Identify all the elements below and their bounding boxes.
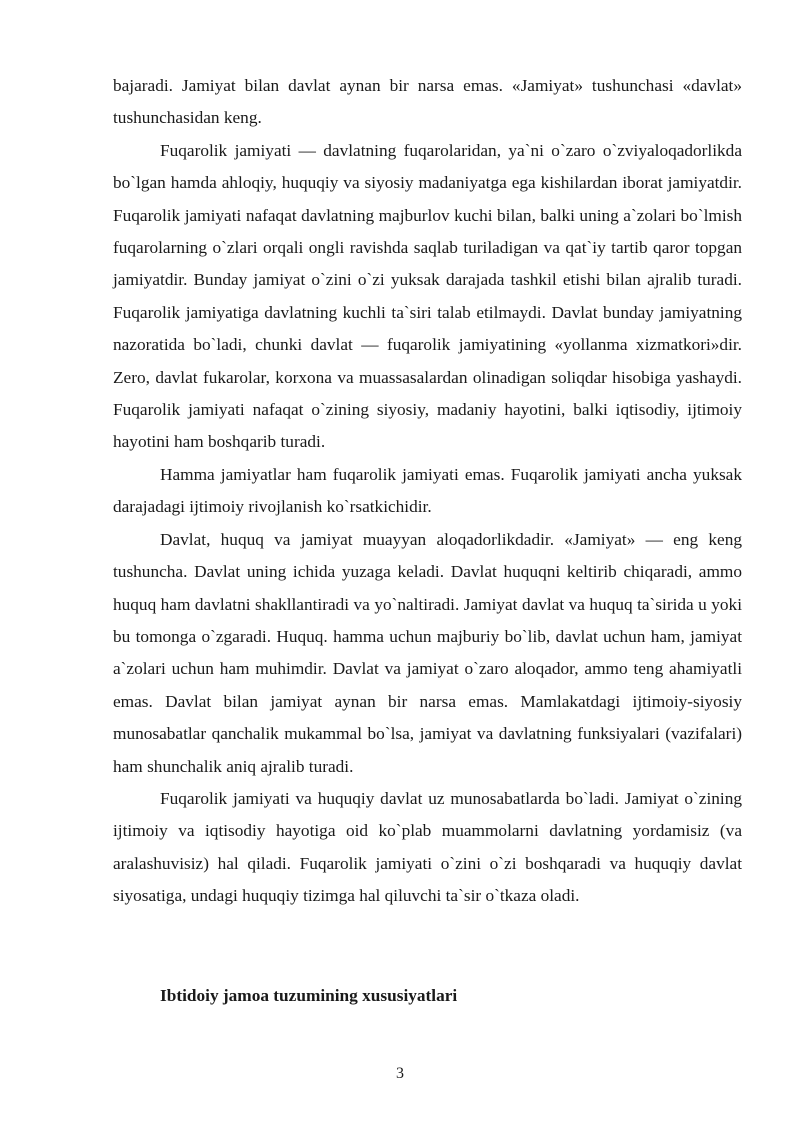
page-number: 3 — [396, 1065, 404, 1082]
section-heading: Ibtidoiy jamoa tuzumining xususiyatlari — [160, 986, 458, 1005]
paragraph-continuation: bajaradi. Jamiyat bilan davlat aynan bir narsa emas. «Jamiyat» tushunchasi «davlat» tushunchasidan keng. — [113, 76, 742, 128]
paragraph-state-law-society: Davlat, huquq va jamiyat muayyan aloqadorlikdadir. «Jamiyat» — eng keng tushuncha. Davlat uning ichida yuzaga keladi. Davlat huquqni keltirib chiqaradi, ammo huquq ham davlatni shakllantiradi va yo`naltiradi. Jamiyat davlat va huquq ta`sirida u yoki bu tomonga o`zgaradi. Huquq. hamma uchun majburiy bo`lib, davlat uchun ham, jamiyat a`zolari uchun ham muhimdir. Davlat va jamiyat o`zaro aloqador, ammo teng ahamiyatli emas. Davlat bilan jamiyat aynan bir narsa emas. Mamlakatdagi ijtimoiy-siyosiy munosabatlar qanchalik mukammal bo`lsa, jamiyat va davlatning funksiyalari (vazifalari) ham shunchalik aniq ajralib turadi. — [113, 529, 742, 776]
paragraph-civil-society-definition: Fuqarolik jamiyati — davlatning fuqarolaridan, ya`ni o`zaro o`zviyaloqadorlikda bo`lgan hamda ahloqiy, huquqiy va siyosiy madaniyatga ega kishilardan iborat jamiyatdir. Fuqarolik jamiyati nafaqat davlatning majburlov kuchi bilan, balki uning a`zolari bo`lmish fuqarolarning o`zlari orqali ongli ravishda saqlab turiladigan va qat`iy tartib qaror topgan jamiyatdir. Bunday jamiyat o`zini o`zi yuksak darajada tashkil etishi bilan ajralib turadi. Fuqarolik jamiyatiga davlatning kuchli ta`siri talab etilmaydi. Davlat bunday jamiyatning nazoratida bo`ladi, chunki davlat — fuqarolik jamiyatining «yollanma xizmatkori»dir. Zero, davlat fukarolar, korxona va muassasalardan olinadigan soliqdar hisobiga yashaydi. Fuqarolik jamiyati nafaqat o`zining siyosiy, madaniy hayotini, balki iqtisodiy, ijtimoiy hayotini ham boshqarib turadi. — [113, 140, 742, 452]
paragraph-civil-society-level: Hamma jamiyatlar ham fuqarolik jamiyati emas. Fuqarolik jamiyati ancha yuksak darajadagi ijtimoiy rivojlanish ko`rsatkichidir. — [113, 464, 742, 517]
paragraph-legal-state: Fuqarolik jamiyati va huquqiy davlat uz munosabatlarda bo`ladi. Jamiyat o`zining ijtimoiy va iqtisodiy hayotiga oid ko`plab muammolarni davlatning yordamisiz (va aralashuvisiz) hal qiladi. Fuqarolik jamiyati o`zini o`zi boshqaradi va huquqiy davlat siyosatiga, undagi huquqiy tizimga hal qiluvchi ta`sir o`tkaza oladi. — [113, 788, 742, 906]
document-page — [113, 70, 742, 1005]
